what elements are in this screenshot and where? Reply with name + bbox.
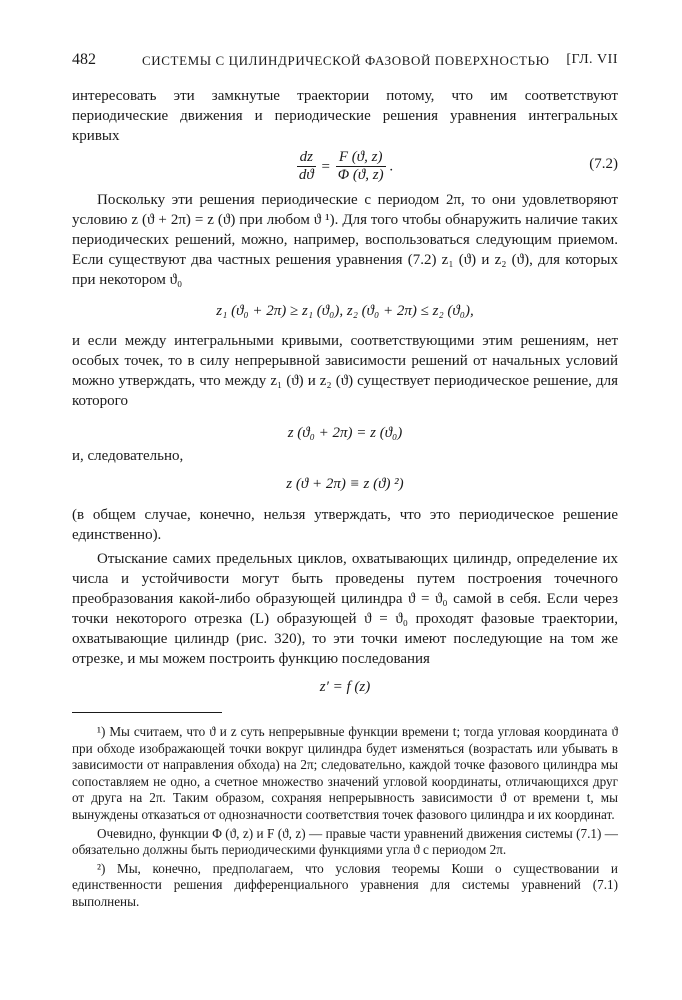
paragraph-5: (в общем случае, конечно, нельзя утверждать, что это периодическое решение единственно). <box>72 507 618 543</box>
page-header <box>72 50 618 74</box>
equation-succession-function: z′ = f (z) <box>319 679 371 695</box>
fraction-dz-dtheta <box>297 149 316 184</box>
frac-numerator: F (ϑ, z) <box>336 149 386 167</box>
footnote-2: ²) Мы, конечно, предполагаем, что условия теоремы Коши о существовании и единственности решения дифференциального уравнения для системы уравнений (7.1) выполнены. <box>72 860 618 909</box>
paragraph-1: интересовать эти замкнутые траектории потому, что им соответствуют периодические движения и периодические решения уравнения интегральных кривых <box>72 88 618 144</box>
fraction-F-Phi <box>336 149 386 184</box>
footnotes <box>72 724 618 913</box>
frac-numerator: dz <box>297 149 316 167</box>
footnote-1: ¹) Мы считаем, что ϑ и z суть непрерывные функции времени t; тогда угловая координата ϑ при обходе изображающей точки вокруг цилиндра будет изменяться (возрастать или убывать в зависимости от направления обхода) на 2π; следовательно, каждой точке фазового цилиндра мы сопоставляем не одно, а счетное множество значений угловой координаты, отличающихся друг от друга на 2π. Таким образом, сохраняя непрерывность зависимости ϑ от времени t, мы вынуждены отказаться от однозначности соответствия точек фазового цилиндра и их координат. <box>72 724 618 822</box>
page-number: 482 <box>72 51 96 68</box>
equation-inequalities: z₁ (ϑ₀ + 2π) ≥ z₁ (ϑ₀), z₂ (ϑ₀ + 2π) ≤ z₂ (ϑ₀), <box>216 303 474 319</box>
footnote-1-continued: Очевидно, функции Φ (ϑ, z) и F (ϑ, z) — правые части уравнений движения системы (7.1) — обязательно должны быть периодическими функциями угла ϑ с периодом 2π. <box>72 825 618 858</box>
paragraph-3: и если между интегральными кривыми, соответствующими этим решениям, нет особых точек, то в силу непрерывной зависимости решений от начальных условий можно утверждать, что между z₁ (ϑ) и z₂ (ϑ) существует периодическое решение, для которого <box>72 333 618 409</box>
footnote-divider <box>72 712 222 713</box>
equation-7-2 <box>72 146 618 188</box>
equals-sign: = <box>321 158 330 175</box>
chapter-label: [ГЛ. VII <box>566 52 618 67</box>
paragraph-6: Отыскание самих предельных циклов, охватывающих цилиндр, определение их числа и устойчивости могут быть проведены путем построения точечного преобразования какой-либо образующей цилиндра ϑ = ϑ₀ самой в себя. Если через точки некоторого отрезка (L) образующей ϑ = ϑ₀ проходят фазовые траектории, охватывающие цилиндр (рис. 320), то эти точки имеют последующие на том же отрезке, и мы можем построить функцию последования <box>72 551 618 667</box>
equation-periodic-condition: z (ϑ₀ + 2π) = z (ϑ₀) <box>287 425 403 441</box>
frac-denominator: Φ (ϑ, z) <box>337 167 384 183</box>
running-title: СИСТЕМЫ С ЦИЛИНДРИЧЕСКОЙ ФАЗОВОЙ ПОВЕРХНОСТЬЮ <box>142 53 550 68</box>
equation-period: . <box>389 158 394 175</box>
equation-identity: z (ϑ + 2π) ≡ z (ϑ) ²) <box>286 476 404 492</box>
paragraph-2: Поскольку эти решения периодические с периодом 2π, то они удовлетворяют условию z (ϑ + 2π) = z (ϑ) при любом ϑ ¹). Для того чтобы обнаружить наличие таких периодических решений, можно, например, воспользоваться следующим приемом. Если существуют два частных решения уравнения (7.2) z₁ (ϑ) и z₂ (ϑ), для которых при некотором ϑ₀ <box>72 192 618 288</box>
equation-number: (7.2) <box>589 156 618 172</box>
main-text <box>72 86 618 697</box>
paragraph-4: и, следовательно, <box>72 448 184 464</box>
frac-denominator: dϑ <box>298 167 314 183</box>
